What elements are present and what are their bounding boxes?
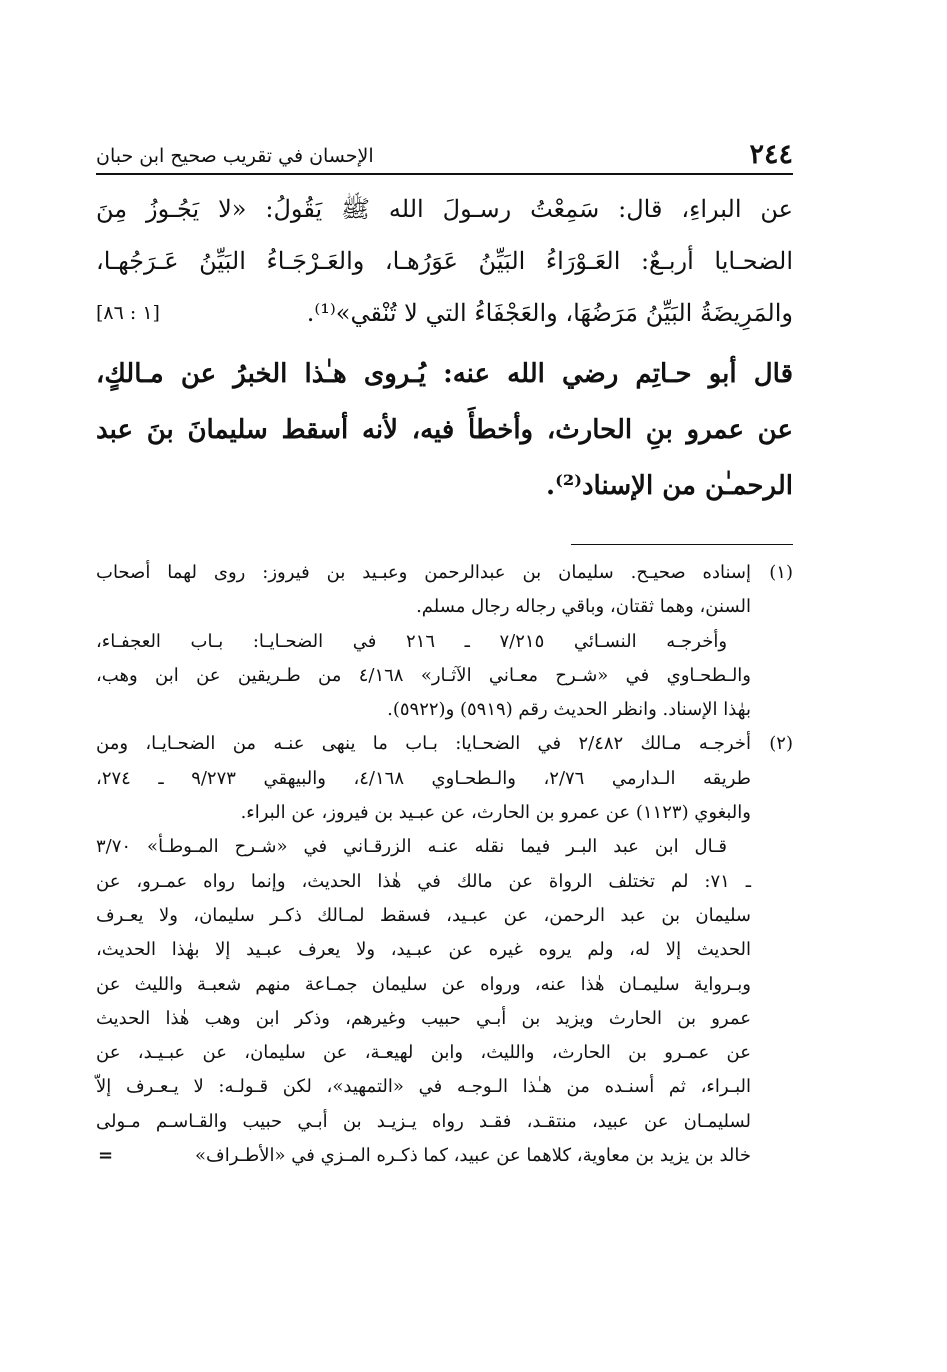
footnote-line: وبـرواية سليمـان هٰذا عنه، ورواه عن سليمان جمـاعة منهم شعبـة والليث عن [96, 973, 751, 995]
footnote-line [96, 1139, 751, 1173]
footnote-line: طريقه الـدارمي ٢/٧٦، والـطحـاوي ٤/١٦٨، والبيهقي ٩/٢٧٣ ـ ٢٧٤، [96, 767, 751, 789]
footnote-body [96, 727, 751, 1173]
continuation-mark: = [98, 1145, 114, 1167]
footnote-body [96, 556, 751, 727]
footnote-line-text: خالد بن يزيد بن معاوية، كلاهما عن عبيد، كما ذكـره المـزي في «الأطـراف» [195, 1145, 751, 1167]
hadith-line-text: والمَرِيضَةُ البَيِّنُ مَرَضُهَا، والعَجْفَاءُ التي لا تُنْقي»⁽¹⁾. [306, 299, 793, 327]
hadith-line: عن البراءِ، قال: سَمِعْتُ رسـولَ الله ﷺ يَقُولُ: «لا يَجُـوزُ مِنَ [96, 195, 793, 223]
running-title: الإحسان في تقريب صحيح ابن حبان [96, 145, 374, 167]
page-header [96, 128, 793, 170]
footnote-line: عمرو بن الحارث ويزيد بن أبـي حبيب وغيرهم، وذكر ابن وهب هٰذا الحديث [96, 1007, 751, 1029]
hadith-text [96, 183, 793, 339]
footnote-marker: (٢) [769, 733, 793, 755]
footnote-line: قـال ابن عبد البـر فيما نقله عنـه الزرقـاني في «شـرح المـوطـأ» ٣/٧٠ [96, 836, 727, 858]
footnotes [96, 556, 793, 1173]
comment-line: الرحمـٰن من الإسناد⁽²⁾. [546, 471, 793, 501]
abu-hatim-comment [96, 346, 793, 514]
header-rule [96, 173, 793, 175]
footnote-1 [96, 556, 793, 727]
footnote-2 [96, 727, 793, 1173]
footnote-marker: (١) [769, 562, 793, 583]
footnote-line: والبغوي (١١٢٣) عن عمرو بن الحارث، عن عبـيد بن فيروز، عن البراء. [240, 802, 751, 824]
hadith-reference: [١ : ٨٦] [96, 302, 160, 324]
footnote-line: لسليمـان عن عبيد، منتقـد، فقـد رواه يـزيـد بن أبـي حبيب والقـاسـم مـولى [96, 1110, 751, 1132]
footnote-line: سليمان بن عبد الرحمن، عن عبـيد، فسقط لمـالك ذكـر سليمان، ولا يعـرف [96, 904, 751, 926]
footnote-line: عن عمـرو بن الحارث، والليث، وابن لهيعـة، عن سليمان، عن عبـيـد، عن [96, 1042, 751, 1064]
footnote-separator [571, 544, 793, 545]
footnote-line: الحديث إلا له، ولم يروه غيره عن عبـيد، ولا يعرف عبـيد إلا بهٰذا الحديث، [96, 939, 751, 961]
hadith-line: الضحـايا أربـعٌ: العَـوْرَاءُ البَيِّنُ عَوَرُهـا، والعَـرْجَـاءُ البَيِّنُ عَـرَجُهـا، [96, 247, 793, 275]
comment-line: قال أبو حـاتِم رضي الله عنه: يُـروى هـٰذا الخبرُ عن مـالكٍ، [96, 359, 793, 389]
footnote-line: أخرجـه مـالك ٢/٤٨٢ في الضحـايا: بـاب ما ينهى عنـه من الضحـايـا، ومن [96, 733, 751, 755]
footnote-line: البـراء، ثم أسنـده من هـٰذا الـوجـه في «التمهيد»، لكن قـولـه: لا يـعـرف إلاّ [96, 1076, 751, 1098]
footnote-line: إسناده صحيـح. سليمان بن عبدالرحمن وعبـيد بن فيروز: روى لهما أصحاب [96, 562, 751, 583]
page-number: ٢٤٤ [749, 139, 793, 170]
comment-line: عن عمرو بنِ الحارث، وأخطأَ فيه، لأنه أسقط سليمانَ بنَ عبد [96, 415, 793, 445]
footnote-line: السنن، وهما ثقتان، وباقي رجاله رجال مسلم. [416, 596, 751, 618]
footnote-line: وأخرجـه النسـائي ٧/٢١٥ ـ ٢١٦ في الضحـايـا: بـاب العجفـاء، [96, 630, 728, 652]
footnote-line: بهٰذا الإسناد. وانظر الحديث رقم (٥٩١٩) و(٥٩٢٢). [387, 699, 751, 721]
hadith-line [96, 287, 793, 339]
footnote-line: والـطحـاوي في «شـرح معـاني الآثـار» ٤/١٦٨ من طـريقين عن ابن وهب، [96, 664, 751, 686]
footnote-line: ـ ٧١: لم تختلف الرواة عن مالك في هٰذا الحديث، وإنما رواه عمـرو، عن [96, 870, 752, 892]
